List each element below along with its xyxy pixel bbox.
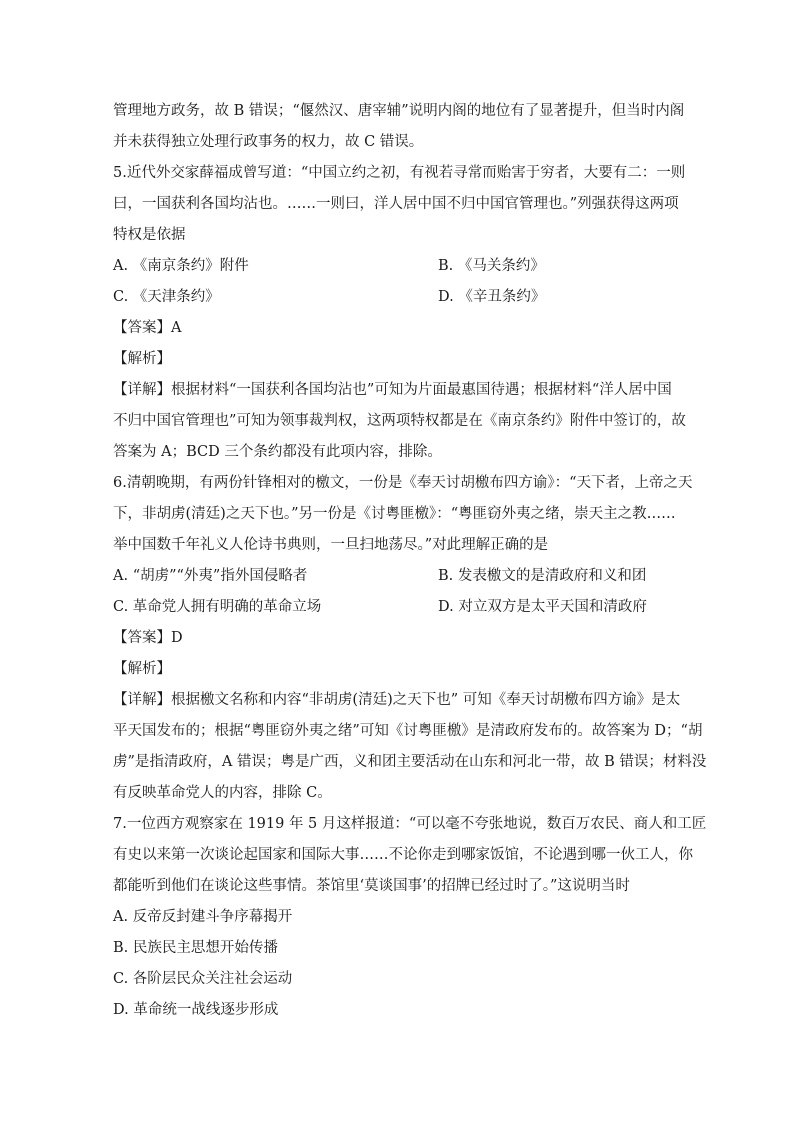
detail-line: 答案为 A；BCD 三个条约都没有此项内容，排除。 [113,444,442,460]
detail-line: 【详解】根据材料“一国获利各国均沾也”可知为片面最惠国待遇；根据材料“洋人居中国 [113,382,672,398]
detail-line: 虏”是指清政府，A 错误；粤是广西，义和团主要活动在山东和河北一带，故 B 错误；材料没 [113,754,707,770]
question-stem-line: 曰，一国获利各国均沾也。……一则曰，洋人居中国不归中国官管理也。”列强获得这两项 [113,196,679,212]
options-row [113,251,683,282]
question-stem-line: 下，非胡虏(清廷)之天下也。”另一份是《讨粤匪檄》：“粤匪窃外夷之绪，崇天主之教…… [113,506,676,522]
option-d: D. 革命统一战线逐步形成 [113,1002,279,1018]
option-b: B. 民族民主思想开始传播 [113,940,278,956]
detail-line: 平天国发布的；根据“粤匪窃外夷之绪”可知《讨粤匪檄》是清政府发布的。故答案为 D；“胡 [113,723,703,739]
detail-line: 有反映革命党人的内容，排除 C。 [113,785,332,801]
option-c: C. 《天津条约》 [113,289,220,305]
option-d: D. 对立双方是太平天国和清政府 [438,599,647,615]
previous-analysis-continuation [113,96,683,158]
answer-label: 【答案】D [113,630,183,646]
option-a: A. “胡虏”“外夷”指外国侵略者 [113,568,308,584]
text-line: 管理地方政务，故 B 错误；“偃然汉、唐宰辅”说明内阁的地位有了显著提升，但当时内阁 [113,103,685,119]
question-stem-line: 6.清朝晚期，有两份针锋相对的檄文，一份是《奉天讨胡檄布四方谕》：“天下者，上帝之天 [113,475,693,491]
text-line: 并未获得独立处理行政事务的权力，故 C 错误。 [113,134,424,150]
question-stem-line: 特权是依据 [113,227,186,243]
options-row [113,561,683,592]
option-b: B. 《马关条约》 [438,258,545,274]
analysis-label: 【解析】 [113,661,171,677]
analysis-label: 【解析】 [113,351,171,367]
option-a: A. 《南京条约》附件 [113,258,249,274]
answer-label: 【答案】A [113,320,182,336]
option-c: C. 各阶层民众关注社会运动 [113,971,293,987]
option-c: C. 革命党人拥有明确的革命立场 [113,599,322,615]
question-stem-line: 都能听到他们在谈论这些事情。茶馆里‘莫谈国事’的招牌已经过时了。”这说明当时 [113,878,630,894]
option-a: A. 反帝反封建斗争序幕揭开 [113,909,293,925]
question-6 [113,468,707,809]
question-stem-line: 5.近代外交家薛福成曾写道：“中国立约之初，有视若寻常而贻害于穷者，大要有二：一则 [113,165,686,181]
question-7 [113,809,707,1026]
question-stem-line: 7.一位西方观察家在 1919 年 5 月这样报道：“可以毫不夸张地说，数百万农民、商人和工匠 [113,816,707,832]
question-stem-line: 有史以来第一次谈论起国家和国际大事……不论你走到哪家饭馆，不论遇到哪一伙工人，你 [113,847,693,863]
detail-line: 不归中国官管理也”可知为领事裁判权，这两项特权都是在《南京条约》附件中签订的，故 [113,413,686,429]
option-b: B. 发表檄文的是清政府和义和团 [438,568,647,584]
question-5 [113,158,686,468]
options-row [113,592,683,623]
detail-line: 【详解】根据檄文名称和内容“非胡虏(清廷)之天下也” 可知《奉天讨胡檄布四方谕》是太 [113,692,681,708]
document-page [113,96,707,1026]
question-stem-line: 举中国数千年礼义人伦诗书典则，一旦扫地荡尽。”对此理解正确的是 [113,537,549,553]
option-d: D. 《辛丑条约》 [438,289,546,305]
options-row [113,282,683,313]
